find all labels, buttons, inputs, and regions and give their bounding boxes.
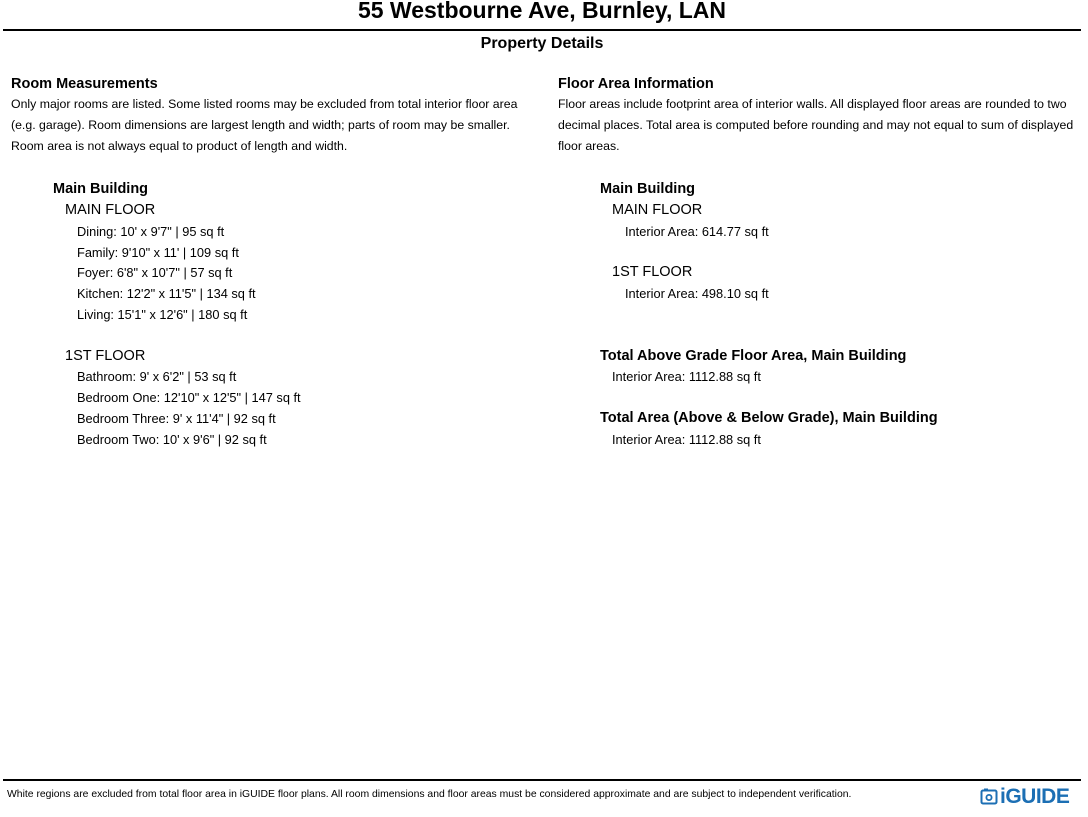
floor-area-section [558, 76, 1086, 157]
room-floor-1st-title: 1ST FLOOR [65, 348, 146, 364]
floor-area-description: Floor areas include footprint area of interior walls. All displayed floor areas are rounded to two decimal places. Total area is computed before rounding and may not equal to sum of displayed floor areas. [558, 97, 1074, 153]
total-above-grade-title: Total Above Grade Floor Area, Main Building [600, 348, 907, 364]
room-item: Bedroom Three: 9' x 11'4" | 92 sq ft [77, 411, 276, 426]
footer-divider [3, 779, 1081, 781]
area-floor-1st-title: 1ST FLOOR [612, 264, 693, 280]
interior-area-value: Interior Area: 614.77 sq ft [625, 224, 769, 239]
room-item: Bathroom: 9' x 6'2" | 53 sq ft [77, 369, 237, 384]
total-area-value: Interior Area: 1112.88 sq ft [612, 432, 761, 447]
iguide-logo-icon [980, 788, 998, 806]
iguide-logo-text: iGUIDE [1000, 785, 1070, 808]
room-item: Family: 9'10" x 11' | 109 sq ft [77, 245, 239, 260]
room-measurements-section [11, 76, 541, 157]
header-divider [3, 29, 1081, 31]
room-measurements-heading: Room Measurements [11, 76, 158, 92]
total-above-grade-value: Interior Area: 1112.88 sq ft [612, 369, 761, 384]
floor-area-building: Main Building [600, 181, 696, 197]
interior-area-value: Interior Area: 498.10 sq ft [625, 286, 769, 301]
room-item: Living: 15'1" x 12'6" | 180 sq ft [77, 307, 248, 322]
room-item: Foyer: 6'8" x 10'7" | 57 sq ft [77, 265, 233, 280]
room-floor-main-title: MAIN FLOOR [65, 202, 156, 218]
footer-disclaimer: White regions are excluded from total floor area in iGUIDE floor plans. All room dimensions and floor areas must be considered approximate and are subject to independent verification. [7, 789, 852, 800]
iguide-logo [980, 786, 1069, 808]
total-area-title: Total Area (Above & Below Grade), Main Building [600, 410, 938, 426]
floor-area-heading: Floor Area Information [558, 76, 714, 92]
area-floor-main-title: MAIN FLOOR [612, 202, 703, 218]
page-title: 55 Westbourne Ave, Burnley, LAN [357, 0, 727, 23]
room-item: Dining: 10' x 9'7" | 95 sq ft [77, 224, 225, 239]
room-item: Bedroom Two: 10' x 9'6" | 92 sq ft [77, 432, 267, 447]
room-measurements-description: Only major rooms are listed. Some listed rooms may be excluded from total interior floor area (e.g. garage). Room dimensions are largest length and width; parts of room may be smaller. Room area is not always equal to product of length and width. [11, 97, 518, 153]
room-item: Bedroom One: 12'10" x 12'5" | 147 sq ft [77, 390, 301, 405]
room-measurements-building: Main Building [53, 181, 149, 197]
room-item: Kitchen: 12'2" x 11'5" | 134 sq ft [77, 286, 256, 301]
page-subtitle: Property Details [480, 35, 604, 52]
